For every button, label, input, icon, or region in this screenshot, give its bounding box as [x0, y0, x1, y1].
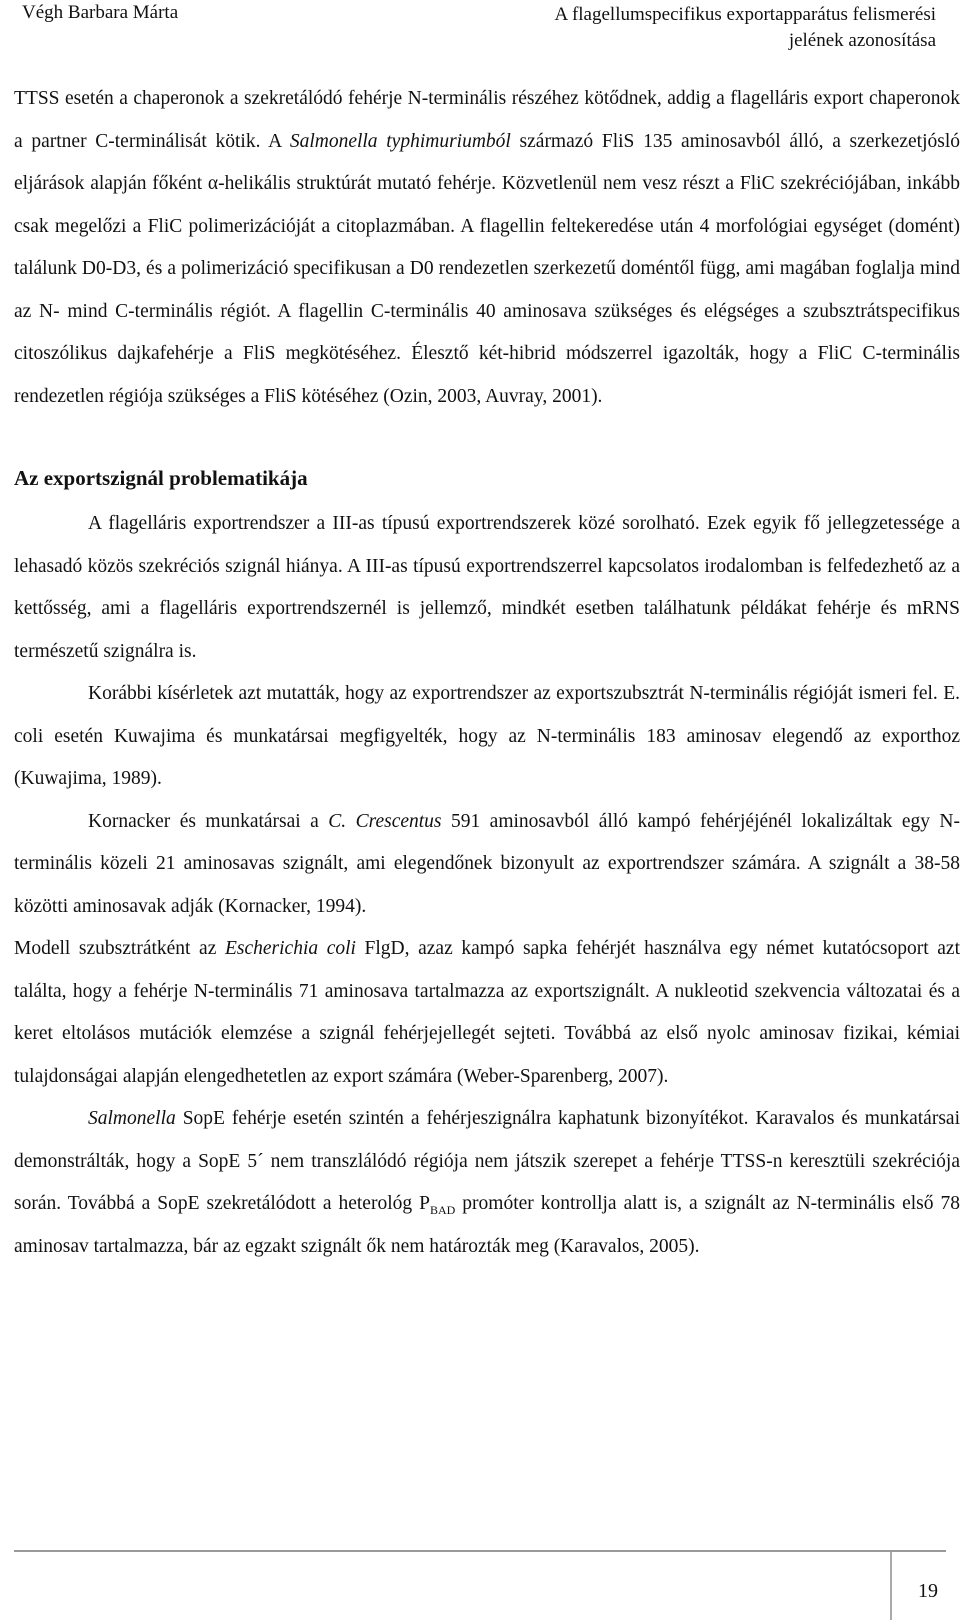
header-title: A flagellumspecifikus exportapparátus felismerési jelének azonosítása — [554, 4, 936, 51]
paragraph-4 — [14, 801, 960, 929]
text-run: Kornacker és munkatársai a — [88, 810, 329, 832]
footer-vertical-divider — [890, 1552, 892, 1620]
text-run: SopE fehérje esetén szintén a fehérjeszignálra kaphatunk bizonyítékot. Karavalos és munkatársai demonstrálták, hogy a SopE 5´ nem transzlálódó régiója nem játszik szerepet a fehérje TTSS-n keresztüli szekréciója során. Továbbá a SopE szekretálódott a heterológ P — [14, 1108, 960, 1214]
italic-term: C. Crescentus — [328, 810, 442, 832]
header-author: Végh Barbara Márta — [22, 2, 179, 23]
italic-term: Escherichia coli — [224, 938, 356, 959]
text-run: promóter kontrollja alatt is, a szignált az N-terminális első 78 aminosav tartalmazza, bár az egzakt szignált ők nem határozták meg (Karavalos, 2005). — [14, 1193, 960, 1257]
footer-divider — [14, 1550, 946, 1552]
text-run: 591 aminosavból álló kampó fehérjéjénél lokalizáltak egy N-terminális közeli 21 aminosavas szignált, ami elegendőnek bizonyult az exportrendszer számára. A szignált a 38-58 közötti aminosavak adják (Kornacker, 1994). — [14, 810, 960, 917]
italic-term: Salmonella typhimuriumból — [289, 130, 511, 152]
body-text — [14, 78, 960, 1268]
text-run: származó FliS 135 aminosavból álló, a szerkezetjósló eljárások alapján főként α-helikális struktúrát mutató fehérje. Közvetlenül nem vesz részt a FliC szekréciójában, inkább csak megelőzi a FliC polimerizációját a citoplazmában. A flagellin feltekeredése után 4 morfológiai egységet (domént) találunk D0-D3, és a polimerizáció specifikusan a D0 rendezetlen szerkezetű doméntől függ, ami magában foglalja mind az N- mind C-terminális régiót. A flagellin C-terminális 40 aminosava szükséges és elégséges a szubsztrátspecifikus citoszólikus dajkafehérje a FliS megkötéséhez. Élesztő két-hibrid módszerrel igazolták, hogy a FliC C-terminális rendezetlen régiója szükséges a FliS kötéséhez (Ozin, 2003, Auvray, 2001). — [14, 130, 960, 407]
italic-term: Salmonella — [88, 1108, 176, 1129]
text-run: FlgD, azaz kampó sapka fehérjét használva egy német kutatócsoport azt találta, hogy a fehérje N-terminális 71 aminosava tartalmazza az exportszignált. A nukleotid szekvencia változatai és a keret eltolásos mutációk elemzése a szignál fehérjejellegét sejteti. Továbbá az első nyolc aminosav fizikai, kémiai tulajdonságai alapján elengedhetetlen az export számára (Weber-Sparenberg, 2007). — [14, 938, 960, 1087]
paragraph-2: A flagelláris exportrendszer a III-as típusú exportrendszerek közé sorolható. Ezek egyik fő jellegzetessége a lehasadó közös szekréciós szignál hiánya. A III-as típusú exportrendszerrel kapcsolatos irodalomban is felfedezhető az a kettősség, ami a flagelláris exportrendszernél is jellemző, mindkét esetben találhatunk példákat fehérje és mRNS természetű szignálra is. — [14, 513, 960, 662]
paragraph-1 — [14, 78, 960, 418]
text-run: TTSS esetén a chaperonok a szekretálódó fehérje N-terminális részéhez kötődnek, addig a flagelláris export chaperonok a partner C-terminálisát kötik. A — [14, 88, 960, 152]
paragraph-3: Korábbi kísérletek azt mutatták, hogy az exportrendszer az exportszubsztrát N-terminális régióját ismeri fel. E. coli esetén Kuwajima és munkatársai megfigyelték, hogy az N-terminális 183 aminosav elegendő az exporthoz (Kuwajima, 1989). — [14, 683, 960, 789]
section-heading: Az exportszignál problematikája — [14, 466, 308, 490]
paragraph-5 — [14, 928, 960, 1098]
subscript: BAD — [429, 1202, 456, 1217]
page-number: 19 — [918, 1580, 938, 1602]
paragraph-6 — [14, 1098, 960, 1268]
text-run: Modell szubsztrátként az — [14, 938, 225, 959]
